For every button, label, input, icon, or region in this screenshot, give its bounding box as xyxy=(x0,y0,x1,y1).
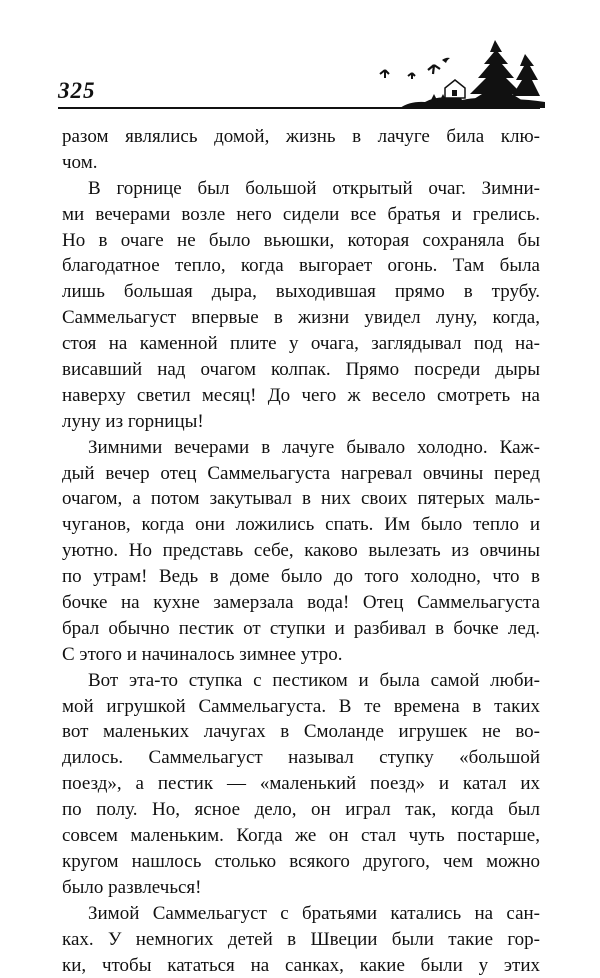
text-line: было развлечься! xyxy=(62,875,540,901)
text-line: благодатное тепло, когда выгорает огонь. Там была xyxy=(62,253,540,279)
text-line: разом являлись домой, жизнь в лачуге била клю- xyxy=(62,124,540,150)
text-line: по утрам! Ведь в доме было до того холодно, что в xyxy=(62,564,540,590)
text-line: вот маленьких лачугах в Смоланде игрушек не во- xyxy=(62,719,540,745)
text-line: кругом нашлось столько всякого другого, чем можно xyxy=(62,849,540,875)
text-line: В горнице был большой открытый очаг. Зимни- xyxy=(62,176,540,202)
text-line: дый вечер отец Саммельагуста нагревал овчины перед xyxy=(62,461,540,487)
text-line: чуганов, когда они ложились спать. Им было тепло и xyxy=(62,512,540,538)
text-line: дилось. Саммельагуст называл ступку «большой xyxy=(62,745,540,771)
text-line: Зимой Саммельагуст с братьями катались на сан- xyxy=(62,901,540,927)
text-line: Саммельагуст впервые в жизни увидел луну, когда, xyxy=(62,305,540,331)
text-line: мой игрушкой Саммельагуста. В те времена в таких xyxy=(62,694,540,720)
forest-vignette-icon xyxy=(370,36,545,110)
text-line: брал обычно пестик от ступки и разбивал в бочке лед. xyxy=(62,616,540,642)
text-line: очагом, а потом закутывал в них своих пятерых маль- xyxy=(62,486,540,512)
page-header xyxy=(0,0,600,118)
text-line: луну из горницы! xyxy=(62,409,540,435)
text-line: бочке на кухне замерзала вода! Отец Саммельагуста xyxy=(62,590,540,616)
page-number: 325 xyxy=(58,78,96,104)
text-line: уютно. Но представь себе, каково вылезать из овчины xyxy=(62,538,540,564)
text-line: чом. xyxy=(62,150,540,176)
body-text xyxy=(62,124,540,978)
text-line: по полу. Но, ясное дело, он играл так, когда был xyxy=(62,797,540,823)
text-line: ках. У немногих детей в Швеции были такие гор- xyxy=(62,927,540,953)
text-line: Но в очаге не было вьюшки, которая сохраняла бы xyxy=(62,228,540,254)
text-line: ми вечерами возле него сидели все братья и грелись. xyxy=(62,202,540,228)
text-line: висавший над очагом колпак. Прямо посреди дыры xyxy=(62,357,540,383)
text-line: поезд», а пестик — «маленький поезд» и катал их xyxy=(62,771,540,797)
text-line: совсем маленьким. Когда же он стал чуть постарше, xyxy=(62,823,540,849)
text-line: Вот эта-то ступка с пестиком и была самой люби- xyxy=(62,668,540,694)
text-line: С этого и начиналось зимнее утро. xyxy=(62,642,540,668)
text-line: лишь большая дыра, выходившая прямо в трубу. xyxy=(62,279,540,305)
text-line: наверху светил месяц! До чего ж весело смотреть на xyxy=(62,383,540,409)
text-line: стоя на каменной плите у очага, заглядывал под на- xyxy=(62,331,540,357)
text-line: ки, чтобы кататься на санках, какие были у этих xyxy=(62,953,540,978)
text-line: Зимними вечерами в лачуге бывало холодно. Каж- xyxy=(62,435,540,461)
